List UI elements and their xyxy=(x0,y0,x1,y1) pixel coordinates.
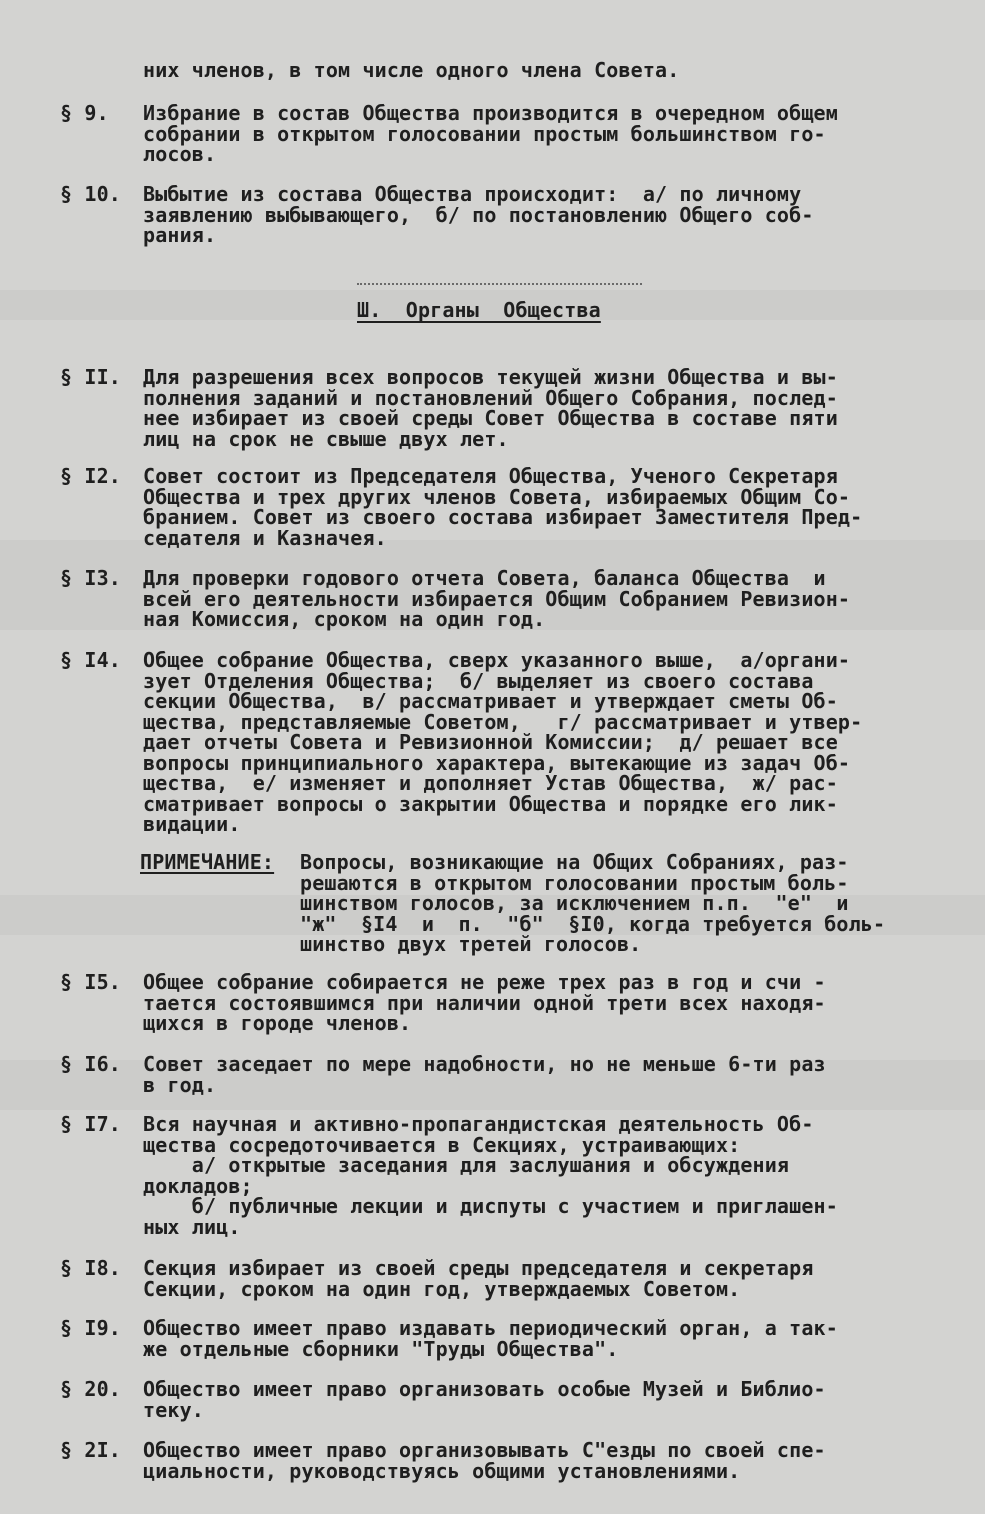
paragraph-16-text xyxy=(143,1054,943,1095)
text-line: Общее собрание собирается не реже трех раз в год и счи - xyxy=(143,970,826,994)
text-line: Вся научная и активно-пропагандистская деятельность Об- xyxy=(143,1112,814,1136)
paragraph-number: § II. xyxy=(60,365,121,389)
text-line: б/ публичные лекции и диспуты с участием и приглашен- xyxy=(143,1194,838,1218)
text-line: лосов. xyxy=(143,142,217,166)
paragraph-number: § 9. xyxy=(60,101,109,125)
paragraph-number: § I7. xyxy=(60,1112,121,1136)
text-line: лиц на срок не свыше двух лет. xyxy=(143,426,509,451)
text-line: вопросы принципиального характера, вытекающие из задач Об- xyxy=(143,750,851,775)
top-continuation-line: них членов, в том числе одного члена Совета. xyxy=(143,58,680,82)
text-line: Общее собрание Общества, сверх указанного выше, а/органи- xyxy=(143,648,851,672)
text-line: ная Комиссия, сроком на один год. xyxy=(143,607,546,631)
text-line: Общество имеет право организовать особые Музей и Библио- xyxy=(143,1377,826,1401)
text-line: циальности, руководствуясь общими установлениями. xyxy=(143,1458,741,1483)
paragraph-17-text xyxy=(143,1114,943,1237)
text-line: ных лиц. xyxy=(143,1214,241,1239)
text-line: Секции, сроком на один год, утверждаемых Советом. xyxy=(143,1276,741,1301)
text-line: а/ открытые заседания для заслушания и обсуждения xyxy=(143,1153,790,1177)
text-line: Совет состоит из Председателя Общества, Ученого Секретаря xyxy=(143,464,838,488)
text-line: "ж" §I4 и п. "б" §I0, когда требуется боль- xyxy=(300,911,886,936)
paragraph-18-text xyxy=(143,1258,943,1299)
text-line: Для разрешения всех вопросов текущей жизни Общества и вы- xyxy=(143,365,838,389)
text-line: Общества и трех других членов Совета, избираемых Общим Со- xyxy=(143,484,851,509)
text-line: Избрание в состав Общества производится в очередном общем xyxy=(143,101,838,125)
paragraph-number: § I2. xyxy=(60,464,121,488)
heading-dotted-rule xyxy=(357,283,642,285)
text-line: полнения заданий и постановлений Общего Собрания, послед- xyxy=(143,385,838,410)
paragraph-9-text xyxy=(143,103,943,165)
paragraph-12-text xyxy=(143,466,943,548)
paragraph-number: § 2I. xyxy=(60,1438,121,1462)
text-line: докладов; xyxy=(143,1173,253,1198)
text-line: решаются в открытом голосовании простым боль- xyxy=(300,870,849,895)
section-heading: Ш. Органы Общества xyxy=(357,298,601,322)
text-line: зует Отделения Общества; б/ выделяет из своего состава xyxy=(143,668,814,693)
paragraph-number: § I3. xyxy=(60,566,121,590)
text-line: Общество имеет право издавать периодический орган, а так- xyxy=(143,1316,838,1340)
text-line: сматривает вопросы о закрытии Общества и порядке его лик- xyxy=(143,791,838,816)
note-label: ПРИМЕЧАНИЕ: xyxy=(140,850,275,874)
paragraph-19-text xyxy=(143,1318,943,1359)
paragraph-number: § 20. xyxy=(60,1377,121,1401)
text-line: теку. xyxy=(143,1397,204,1422)
text-line: дает отчеты Совета и Ревизионной Комиссии; д/ решает все xyxy=(143,730,838,754)
text-line: щества, е/ изменяет и дополняет Устав Общества, ж/ рас- xyxy=(143,771,838,795)
text-line: щихся в городе членов. xyxy=(143,1011,412,1035)
text-line: же отдельные сборники "Труды Общества". xyxy=(143,1336,619,1361)
text-line: видации. xyxy=(143,812,241,836)
text-line: Выбытие из состава Общества происходит: а/ по личному xyxy=(143,182,802,206)
paragraph-15-text xyxy=(143,972,943,1034)
paragraph-number: § I8. xyxy=(60,1256,121,1280)
text-line: тается состоявшимся при наличии одной трети всех находя- xyxy=(143,990,826,1015)
text-line: секции Общества, в/ рассматривает и утверждает сметы Об- xyxy=(143,689,838,713)
paragraph-number: § 10. xyxy=(60,182,121,206)
paragraph-10-text xyxy=(143,184,943,246)
text-line: в год. xyxy=(143,1072,217,1097)
text-line: Общество имеет право организовывать С"езды по своей спе- xyxy=(143,1438,826,1462)
text-line: Секция избирает из своей среды председателя и секретаря xyxy=(143,1256,814,1280)
text-line: собрании в открытом голосовании простым большинством го- xyxy=(143,121,826,146)
paragraph-number: § I5. xyxy=(60,970,121,994)
text-line: нее избирает из своей среды Совет Общества в составе пяти xyxy=(143,406,838,430)
text-line: щества сосредоточивается в Секциях, устраивающих: xyxy=(143,1132,741,1157)
note-text xyxy=(300,852,940,955)
paragraph-14-text xyxy=(143,650,943,835)
paragraph-21-text xyxy=(143,1440,943,1481)
paragraph-number: § I9. xyxy=(60,1316,121,1340)
paragraph-number: § I6. xyxy=(60,1052,121,1076)
text-line: Вопросы, возникающие на Общих Собраниях, раз- xyxy=(300,850,849,874)
text-line: бранием. Совет из своего состава избирает Заместителя Пред- xyxy=(143,505,863,529)
text-line: всей его деятельности избирается Общим Собранием Ревизион- xyxy=(143,586,851,611)
paragraph-20-text xyxy=(143,1379,943,1420)
text-line: Для проверки годового отчета Совета, баланса Общества и xyxy=(143,566,826,590)
paragraph-11-text xyxy=(143,367,943,449)
text-line: седателя и Казначея. xyxy=(143,525,387,550)
text-line: заявлению выбывающего, б/ по постановлению Общего соб- xyxy=(143,202,814,227)
paragraph-13-text xyxy=(143,568,943,630)
text-line: Совет заседает по мере надобности, но не меньше 6-ти раз xyxy=(143,1052,826,1076)
text-line: шинство двух третей голосов. xyxy=(300,932,642,956)
text-line: шинством голосов, за исключением п.п. "е" и xyxy=(300,891,849,915)
text-line: щества, представляемые Советом, г/ рассматривает и утвер- xyxy=(143,709,863,734)
text-line: рания. xyxy=(143,223,217,247)
paragraph-number: § I4. xyxy=(60,648,121,672)
